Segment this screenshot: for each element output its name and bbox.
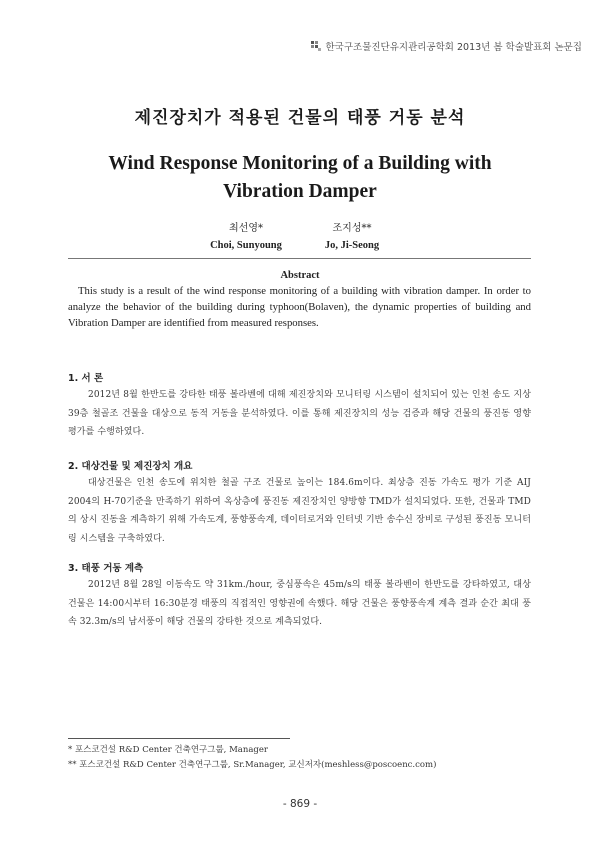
footnote-divider [68, 738, 290, 739]
society-logo-icon [311, 41, 321, 51]
section-2-heading: 2. 대상건물 및 제진장치 개요 [68, 461, 193, 472]
paper-title-english-line1: Wind Response Monitoring of a Building with [108, 153, 492, 174]
author-1 [196, 220, 296, 254]
author-2-korean-name: 조지성** [332, 223, 372, 234]
section-1-heading: 1. 서 론 [68, 373, 104, 384]
paper-title-korean: 제진장치가 적용된 건물의 태풍 거동 분석 [134, 108, 466, 128]
paper-title-english [0, 150, 600, 206]
author-1-english-name: Choi, Sunyoung [210, 240, 282, 251]
author-1-korean-name: 최선영* [229, 223, 263, 234]
footnote-2: ** 포스코건설 R&D Center 건축연구그룹, Sr.Manager, 교신저자(meshless@poscoenc.com) [68, 760, 437, 770]
footnotes [68, 743, 531, 773]
author-2-english-name: Jo, Ji-Seong [324, 240, 380, 251]
section-1-text: 2012년 8월 한반도를 강타한 태풍 볼라벤에 대해 제진장치와 모니터링 시스템이 설치되어 있는 인천 송도 지상 39층 철골조 건물을 대상으로 동적 거동을 분석하였다. 이를 통해 제진장치의 성능 검증과 해당 건물의 풍진동 영향 평가를 수행하였다. [68, 390, 531, 437]
abstract-heading: Abstract [280, 270, 320, 281]
paper-title-english-line2: Vibration Damper [223, 181, 377, 202]
proceedings-title: 한국구조물진단유지관리공학회 2013년 봄 학술발표회 논문집 [325, 42, 582, 53]
footnote-1: * 포스코건설 R&D Center 건축연구그룹, Manager [68, 745, 268, 755]
abstract-divider [68, 258, 531, 259]
section-2-text: 대상건물은 인천 송도에 위치한 철골 구조 건물로 높이는 184.6m이다. 최상층 진동 가속도 평가 기준 AIJ 2004의 H-70기준을 만족하기 위하여 옥상층에 풍진동 제진장치인 양방향 TMD가 설치되었다. 또한, 건물과 TMD의 상시 진동을 계측하기 위해 가속도계, 풍향풍속계, 데이터로거와 인터넷 기반 송수신 장비로 구성된 풍진동 모니터링 시스템을 구축하였다. [68, 478, 531, 544]
author-block [0, 220, 600, 260]
section-3-heading: 3. 태풍 거동 계측 [68, 563, 144, 574]
section-3-text: 2012년 8월 28일 이동속도 약 31km./hour, 중심풍속은 45m/s의 태풍 볼라벤이 한반도를 강타하였고, 대상건물은 14:00시부터 16:30분경 태풍의 직접적인 영향권에 속했다. 해당 건물은 풍향풍속계 계측 결과 순간 최대 풍속 32.3m/s의 남서풍이 해당 건물의 강타한 것으로 계측되었다. [68, 580, 531, 627]
proceedings-header [311, 39, 582, 53]
abstract-text: This study is a result of the wind response monitoring of a building with vibration damper. In order to analyze the behavior of the building during typhoon(Bolaven), the dynamic properties of building and Vibration Damper are identified from measured responses. [68, 285, 531, 329]
author-2 [302, 220, 402, 254]
page-number: - 869 - [282, 798, 318, 810]
